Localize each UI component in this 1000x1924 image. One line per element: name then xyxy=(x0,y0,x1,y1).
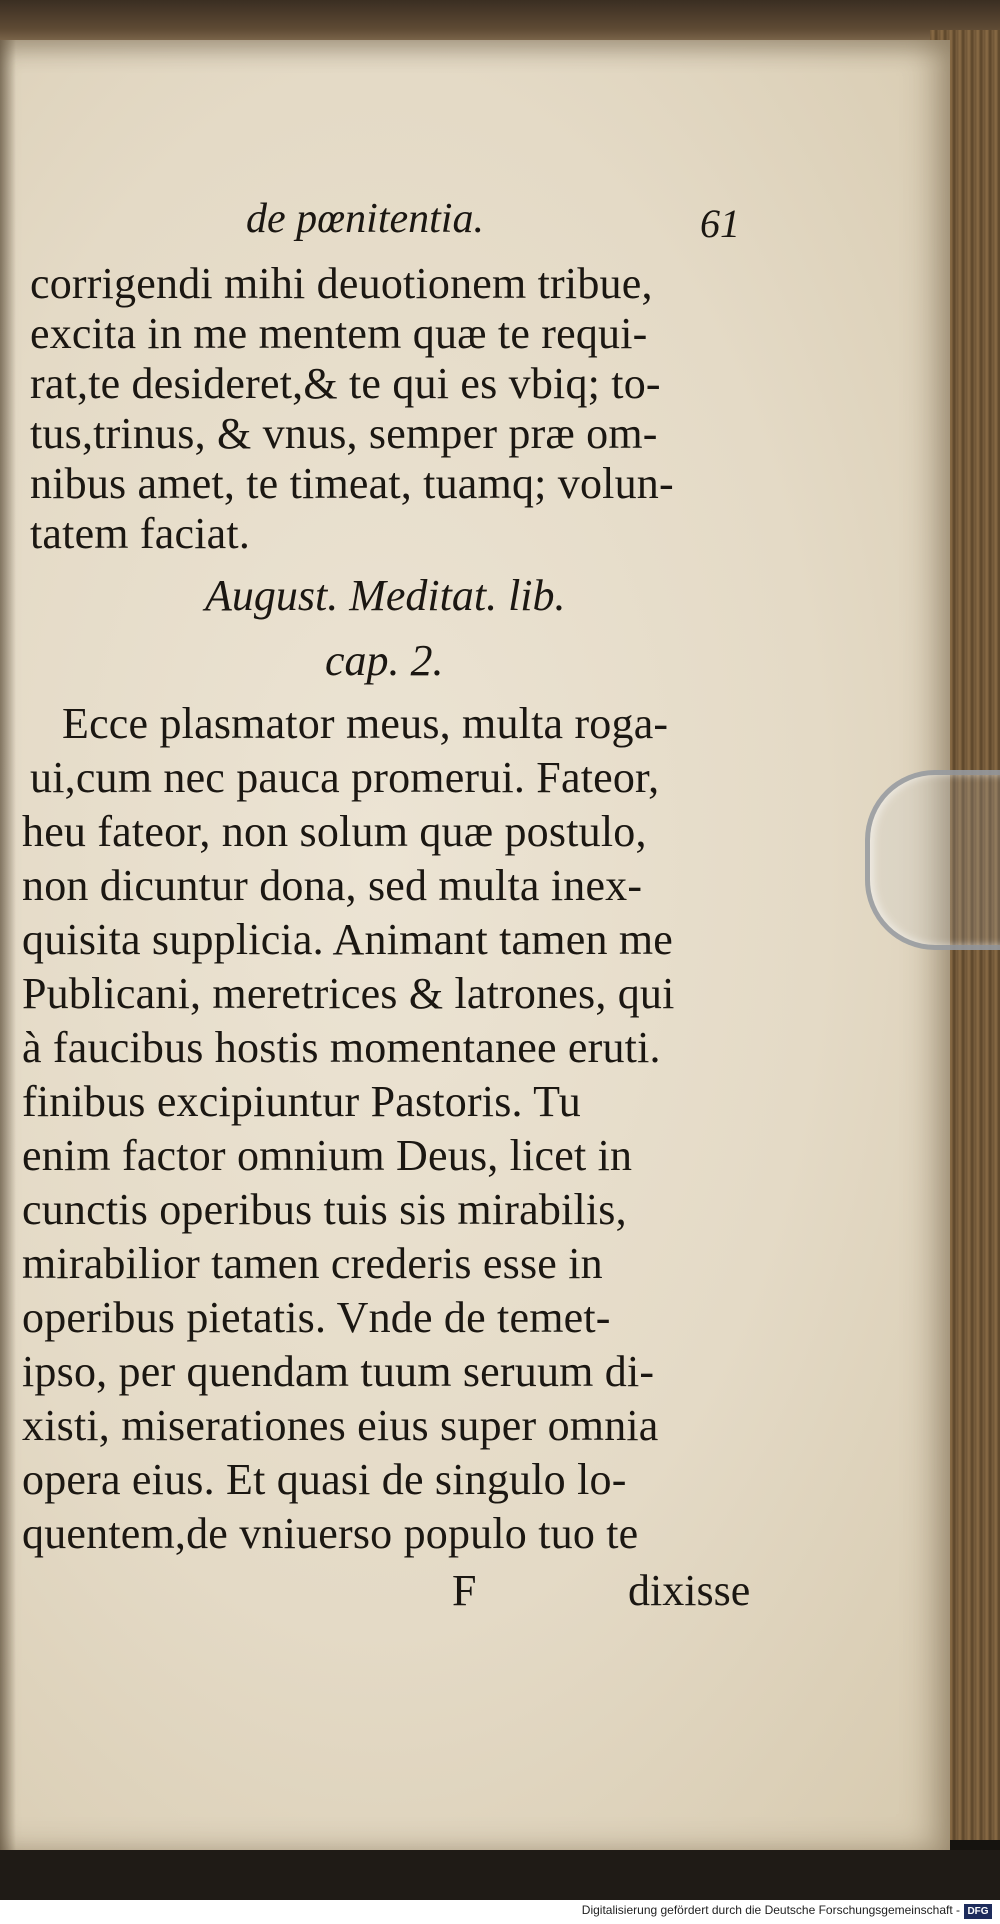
text-line: finibus excipiuntur Pastoris. Tu xyxy=(22,1077,581,1126)
text-line: ipso, per quendam tuum seruum di- xyxy=(22,1347,655,1396)
page-number: 61 xyxy=(700,201,740,246)
text-line: operibus pietatis. Vnde de temet- xyxy=(22,1293,611,1342)
text-line: cunctis operibus tuis sis mirabilis, xyxy=(22,1185,627,1234)
text-line: quentem,de vniuerso populo tuo te xyxy=(22,1509,639,1558)
page-clip xyxy=(865,770,1000,950)
text-line: Publicani, meretrices & latrones, qui xyxy=(22,969,675,1018)
catchword: dixisse xyxy=(628,1566,751,1615)
funding-credit: Digitalisierung gefördert durch die Deutsche Forschungsgemeinschaft - xyxy=(581,1903,960,1917)
gutter-shadow xyxy=(0,40,16,1850)
text-line: nibus amet, te timeat, tuamq; volun- xyxy=(30,459,674,508)
text-line: rat,te desideret,& te qui es vbiq; to- xyxy=(30,359,661,408)
text-line: Ecce plasmator meus, multa roga- xyxy=(62,699,669,748)
text-line: tatem faciat. xyxy=(30,509,251,558)
running-head: de pœnitentia. xyxy=(246,196,484,242)
text-line: opera eius. Et quasi de singulo lo- xyxy=(22,1455,627,1504)
dfg-logo: DFG xyxy=(964,1904,992,1919)
text-line: corrigendi mihi deuotionem tribue, xyxy=(30,259,653,308)
scan-background xyxy=(0,1850,1000,1900)
text-line: non dicuntur dona, sed multa inex- xyxy=(22,861,643,910)
text-line: heu fateor, non solum quæ postulo, xyxy=(22,807,647,856)
signature-mark: F xyxy=(452,1566,477,1615)
text-line: ui,cum nec pauca promerui. Fateor, xyxy=(30,753,660,802)
text-line: enim factor omnium Deus, licet in xyxy=(22,1131,633,1180)
text-line: xisti, miserationes eius super omnia xyxy=(22,1401,659,1450)
text-line: mirabilior tamen crederis esse in xyxy=(22,1239,603,1288)
text-line: à faucibus hostis momentanee eruti. xyxy=(22,1023,661,1072)
text-line: tus,trinus, & vnus, semper præ om- xyxy=(30,409,658,458)
section-heading-line-1: August. Meditat. lib. xyxy=(205,571,566,620)
text-line: excita in me mentem quæ te requi- xyxy=(30,309,648,358)
section-heading-line-2: cap. 2. xyxy=(325,636,444,685)
text-line: quisita supplicia. Animant tamen me xyxy=(22,915,673,964)
